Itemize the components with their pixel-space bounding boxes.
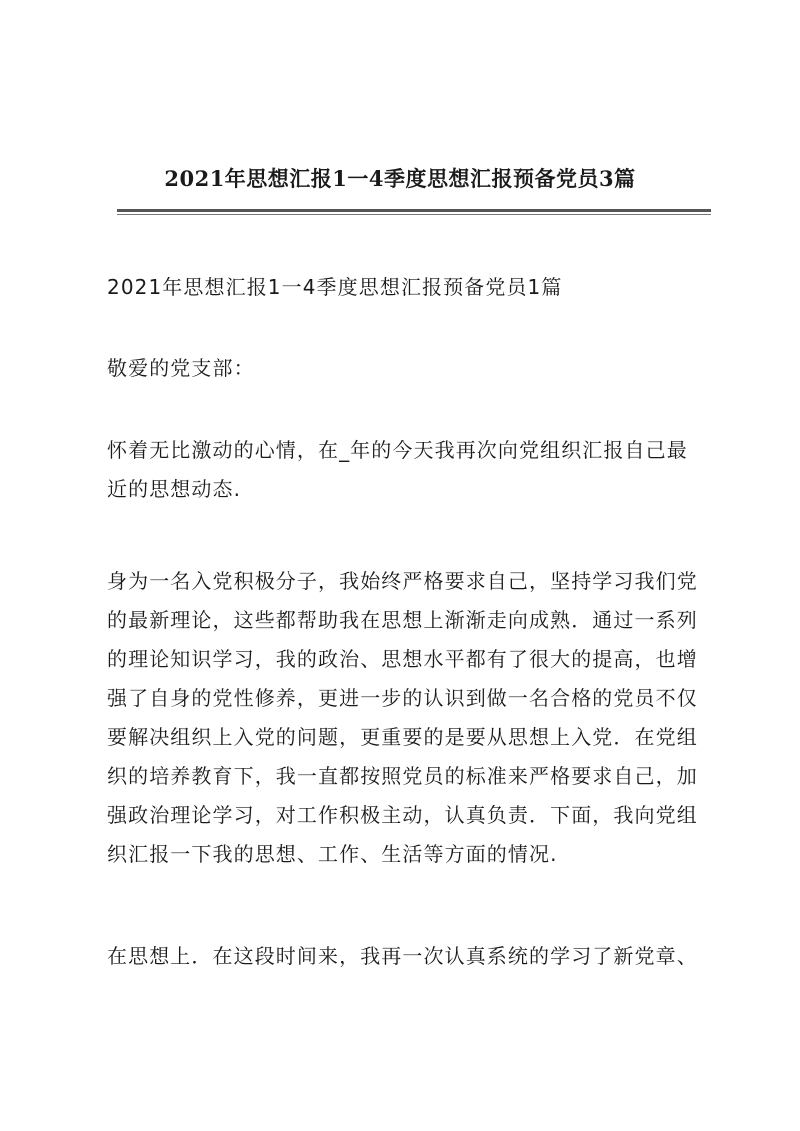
title-divider [117,209,711,212]
paragraph: 在思想上．在这段时间来，我再一次认真系统的学习了新党章、 [107,944,698,968]
paragraph: 身为一名入党积极分子，我始终严格要求自己，坚持学习我们党的最新理论，这些都帮助我在思想上渐渐走向成熟．通过一系列的理论知识学习，我的政治、思想水平都有了很大的提高，也增强了自身的党性修养，更进一步的认识到做一名合格的党员不仅要解决组织上入党的问题，更重要的是要从思想上入党．在党组织的培养教育下，我一直都按照党员的标准来严格要求自己，加强政治理论学习，对工作积极主动，认真负责．下面，我向党组织汇报一下我的思想、工作、生活等方面的情况. [107,569,698,866]
salutation: 敬爱的党支部： [107,356,255,380]
paragraph: 怀着无比激动的心情，在_年的今天我再次向党组织汇报自己最近的思想动态. [107,438,688,501]
title-divider-thin [117,214,711,215]
document-title: 2021年思想汇报1一4季度思想汇报预备党员3篇 [164,166,636,191]
section-heading: 2021年思想汇报1一4季度思想汇报预备党员1篇 [107,275,563,299]
